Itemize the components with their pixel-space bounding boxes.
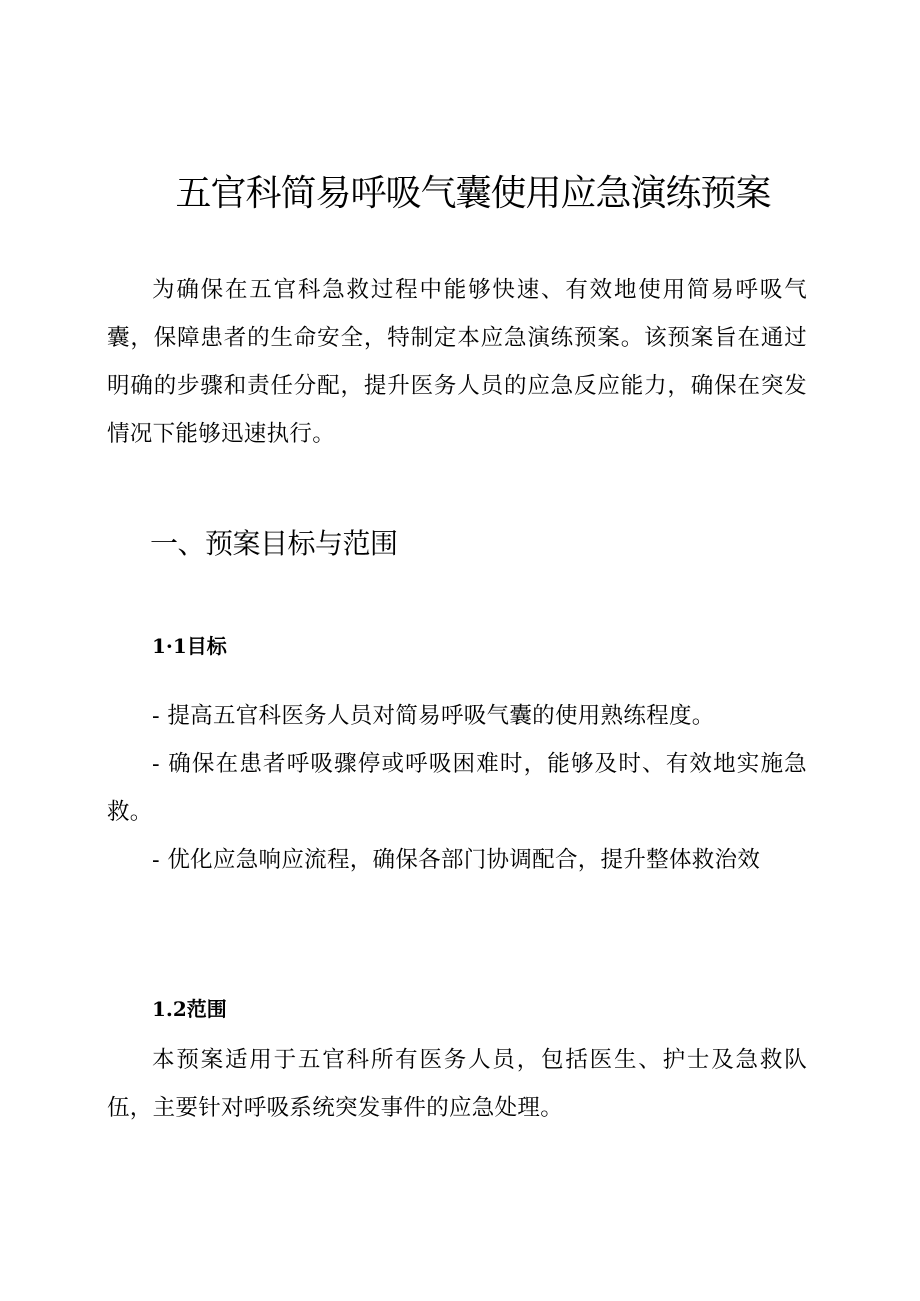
document-title: 五官科简易呼吸气囊使用应急演练预案 bbox=[175, 173, 771, 214]
goal-item-1: - 提高五官科医务人员对简易呼吸气囊的使用熟练程度。 bbox=[152, 703, 715, 729]
section-heading-objectives-scope: 一、预案目标与范围 bbox=[150, 527, 398, 560]
subsection-heading-goal: 1·1目标 bbox=[152, 634, 227, 658]
scope-paragraph: 本预案适用于五官科所有医务人员，包括医生、护士及急救队伍，主要针对呼吸系统突发事件的应急处理。 bbox=[107, 1047, 807, 1121]
goal-item-2: - 确保在患者呼吸骤停或呼吸困难时，能够及时、有效地实施急救。 bbox=[107, 751, 807, 825]
intro-paragraph: 为确保在五官科急救过程中能够快速、有效地使用简易呼吸气囊，保障患者的生命安全，特制定本应急演练预案。该预案旨在通过明确的步骤和责任分配，提升医务人员的应急反应能力，确保在突发情况下能够迅速执行。 bbox=[107, 277, 807, 447]
subsection-heading-scope: 1.2范围 bbox=[152, 997, 227, 1021]
goal-item-3: - 优化应急响应流程，确保各部门协调配合，提升整体救治效 bbox=[152, 847, 761, 873]
